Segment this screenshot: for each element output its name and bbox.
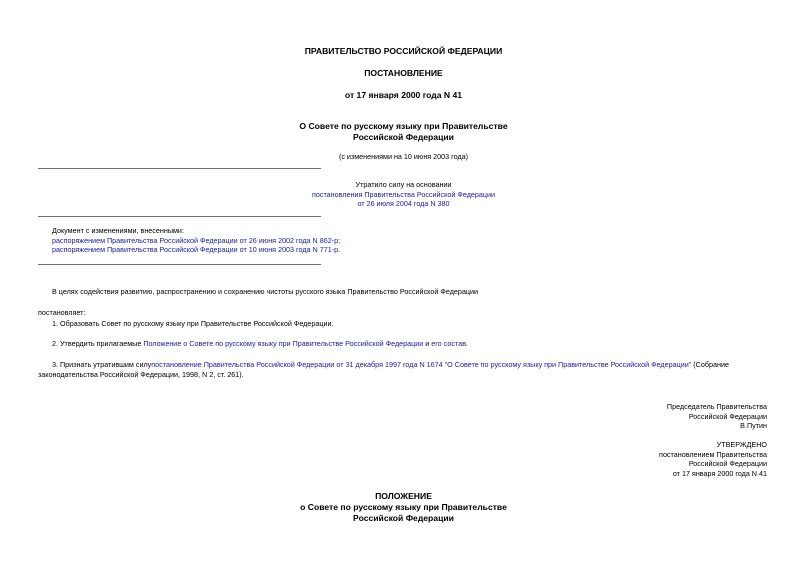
signature-title-2: Российской Федерации [688, 411, 767, 421]
approved-line3: Российской Федерации [688, 459, 767, 469]
change-link-2002[interactable]: распоряжением Правительства Российской Федерации от 26 июня 2002 года N 862-р; [52, 235, 341, 245]
repealed-decree-link[interactable]: постановление Правительства Российской Федерации от 31 декабря 1997 года N 1674 "О Совете по русскому языку при Правительстве Российской Федерации" [151, 360, 692, 369]
divider [38, 264, 321, 265]
item-3-line2: законодательства Российской Федерации, 1998, N 2, ст. 261). [38, 370, 244, 379]
preamble: В целях содействия развитию, распространению и сохранению чистоты русского языка Правительство Российской Федерации [52, 287, 479, 296]
item-3-prefix: 3. Признать утратившим силу [52, 360, 152, 369]
signature-block [667, 402, 767, 431]
divider [38, 216, 321, 217]
regulation-link[interactable]: Положение о Совете по русскому языку при Правительстве Российской Федерации [143, 339, 424, 348]
changes-block [52, 226, 340, 255]
approved-line4: от 17 января 2000 года N 41 [672, 469, 767, 479]
item-2-suffix: . [466, 339, 469, 348]
signature-title: Председатель Правительства [666, 402, 767, 411]
approved-line2: постановлением Правительства [659, 449, 767, 459]
regulation-heading-line1: ПОЛОЖЕНИЕ [375, 491, 432, 501]
composition-link[interactable]: его состав [431, 339, 467, 348]
changes-intro: Документ с изменениями, внесенными: [52, 226, 184, 235]
regulation-heading [0, 491, 807, 525]
regulation-heading-line3: Российской Федерации [353, 513, 454, 524]
lapsed-basis-link-date[interactable]: от 26 июля 2004 года N 380 [357, 199, 450, 209]
approved-title: УТВЕРЖДЕНО [716, 440, 767, 449]
item-2 [52, 339, 468, 349]
approved-block [659, 440, 767, 479]
regulation-heading-line2: о Совете по русскому языку при Правительстве [300, 502, 507, 513]
divider [38, 168, 321, 169]
item-3 [38, 360, 768, 370]
document-type: ПОСТАНОВЛЕНИЕ [364, 68, 443, 78]
lapsed-notice [0, 180, 807, 209]
amendments-note: (с изменениями на 10 июня 2003 года) [338, 152, 469, 161]
document-date-number: от 17 января 2000 года N 41 [344, 90, 463, 100]
item-2-mid: и [423, 339, 432, 348]
document-title-line2: Российской Федерации [353, 132, 454, 143]
item-3-suffix: (Собрание [691, 360, 729, 369]
document-title [0, 121, 807, 143]
document-title-line1: О Совете по русскому языку при Правительстве [299, 121, 508, 131]
change-link-2003[interactable]: распоряжением Правительства Российской Федерации от 10 июня 2003 года N 771-р. [52, 245, 341, 255]
lapsed-basis-link[interactable]: постановления Правительства Российской Федерации [311, 189, 496, 199]
government-heading: ПРАВИТЕЛЬСТВО РОССИЙСКОЙ ФЕДЕРАЦИИ [304, 46, 503, 56]
decrees-word: постановляет: [38, 308, 86, 317]
signature-name: В.Путин [740, 421, 767, 431]
item-1: 1. Образовать Совет по русскому языку при Правительстве Российской Федерации. [52, 319, 334, 328]
item-2-prefix: 2. Утвердить прилагаемые [52, 339, 144, 348]
lapsed-notice-text: Утратило силу на основании [355, 180, 452, 189]
